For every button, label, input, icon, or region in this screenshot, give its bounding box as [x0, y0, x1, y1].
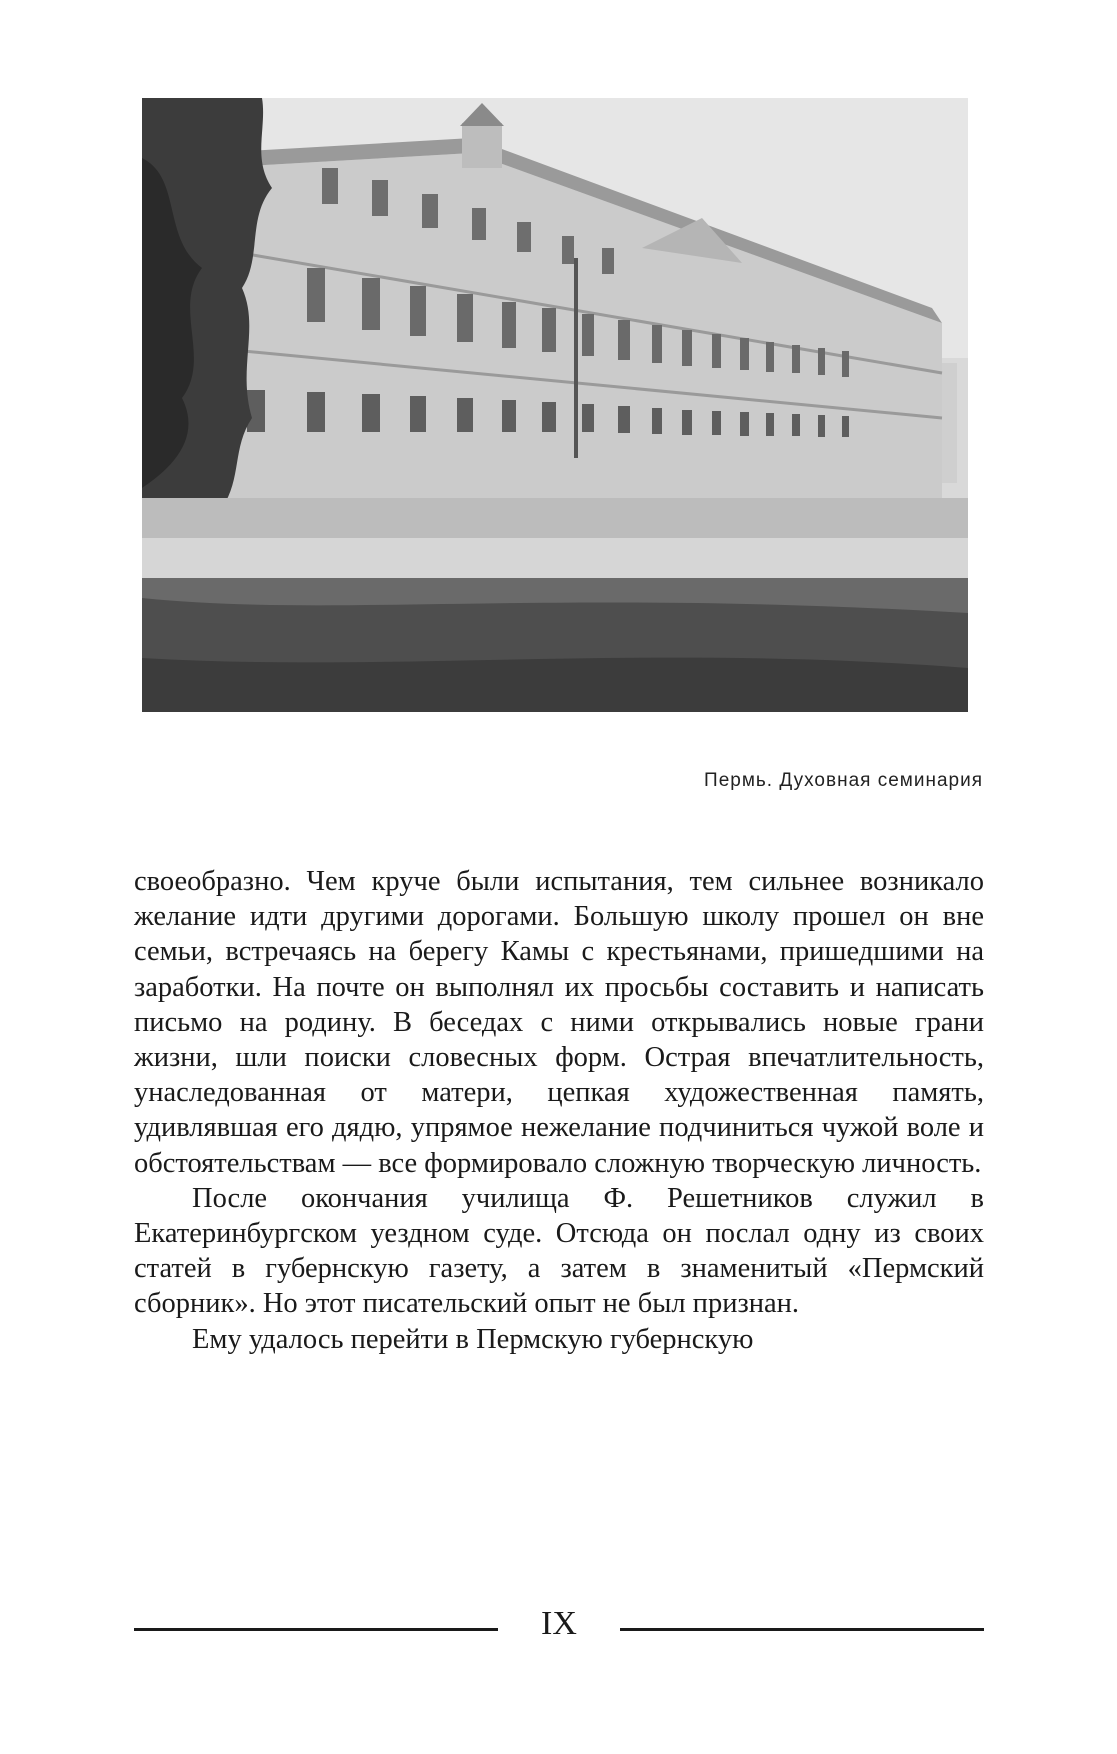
paragraph: Ему удалось перейти в Пермскую губернскую	[192, 1323, 754, 1355]
paragraph: После окончания училища Ф. Решетников служил в Екатеринбургском уездном суде. Отсюда он послал одну из своих статей в губернскую газету, а затем в знаменитый «Пермский сборник». Но этот писательский опыт не был признан.	[134, 1182, 984, 1320]
body-text	[134, 864, 984, 1357]
page-footer	[134, 1604, 984, 1644]
footer-rule-right	[620, 1628, 984, 1631]
seminary-photo	[142, 98, 968, 712]
seminary-building-illustration	[142, 98, 968, 712]
paragraph: своеобразно. Чем круче были испытания, тем сильнее возникало желание идти другими дорогами. Большую школу прошел он вне семьи, встречаясь на берегу Камы с крестьянами, пришедшими на заработки. На почте он выполнял их просьбы составить и написать письмо на родину. В беседах с ними открывались новые грани жизни, шли поиски словесных форм. Острая впечатлительность, унаследованная от матери, цепкая художественная память, удивлявшая его дядю, упрямое нежелание подчиниться чужой воле и обстоятельствам — все формировало сложную творческую личность.	[134, 866, 984, 1179]
figure-caption: Пермь. Духовная семинария	[704, 770, 983, 791]
page-number: IX	[541, 1605, 577, 1642]
